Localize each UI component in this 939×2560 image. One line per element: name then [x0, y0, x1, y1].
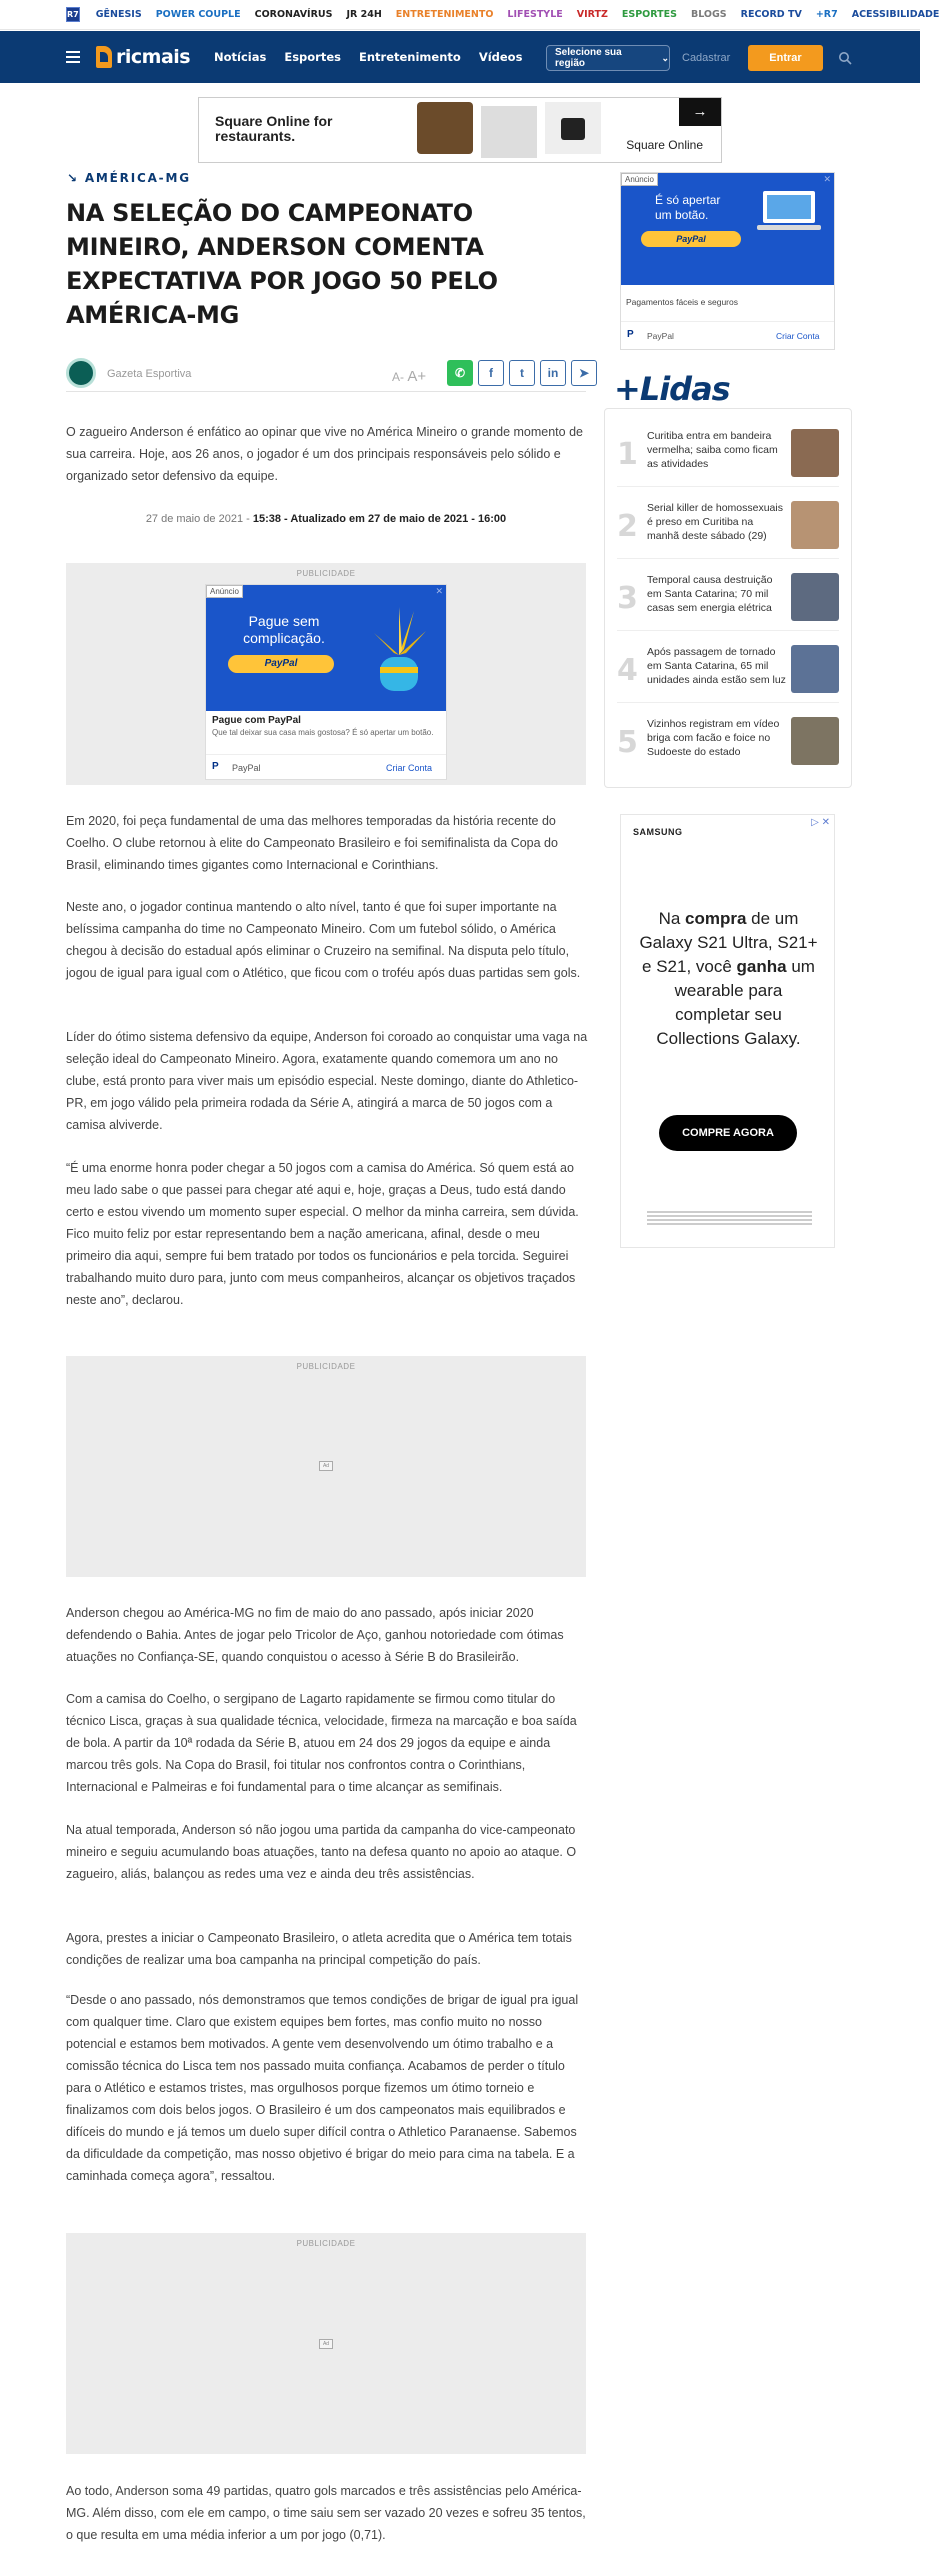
region-select-label: Selecione sua região	[555, 47, 622, 69]
r7-link-entretenimento[interactable]: ENTRETENIMENTO	[395, 9, 494, 20]
paypal-inline-button[interactable]: PayPal	[228, 655, 334, 673]
r7-link-power-couple[interactable]: POWER COUPLE	[155, 9, 241, 20]
paypal-logo-icon: P	[627, 329, 634, 340]
plus-icon: +	[614, 370, 640, 408]
most-read-headline: Vizinhos registram em vídeo briga com facão e foice no Sudoeste do estado	[647, 718, 780, 758]
samsung-logo: SAMSUNG	[633, 827, 683, 837]
r7-link-blogs[interactable]: BLOGS	[690, 9, 727, 20]
top-ad-image-terminal	[545, 102, 601, 154]
most-read-thumbnail	[791, 573, 839, 621]
article-date	[66, 513, 586, 525]
r7-link-lifestyle[interactable]: LIFESTYLE	[507, 9, 563, 20]
paypal-inline-ad[interactable]	[205, 584, 447, 780]
most-read-rank: 5	[617, 725, 638, 760]
arrow-right-icon[interactable]: →	[679, 98, 721, 126]
main-navigation	[0, 31, 920, 83]
ad-label: PUBLICIDADE	[296, 569, 356, 578]
twitter-share-icon[interactable]: t	[509, 360, 535, 386]
samsung-sidebar-ad[interactable]	[620, 814, 835, 1248]
most-read-thumbnail	[791, 429, 839, 477]
most-read-rank: 2	[617, 509, 638, 544]
plant-icon	[366, 605, 432, 697]
samsung-fine-print	[647, 1211, 812, 1231]
login-button[interactable]: Entrar	[748, 45, 823, 71]
r7-link-coronavirus[interactable]: CORONAVÍRUS	[254, 9, 333, 20]
most-read-thumbnail	[791, 501, 839, 549]
nav-item-noticias[interactable]: Notícias	[214, 50, 267, 64]
article-byline	[66, 356, 590, 392]
r7-link-jr24h[interactable]: JR 24H	[346, 9, 382, 20]
most-read-thumbnail	[791, 645, 839, 693]
ricmais-wordmark: ricmais	[116, 46, 191, 68]
article-title: NA SELEÇÃO DO CAMPEONATO MINEIRO, ANDERSON COMENTA EXPECTATIVA POR JOGO 50 PELO AMÉRICA-MG	[66, 199, 498, 329]
ad-label: PUBLICIDADE	[296, 1362, 356, 1371]
source-avatar	[66, 358, 96, 388]
most-read-title-text: Lidas	[639, 370, 730, 408]
most-read-headline: Após passagem de tornado em Santa Catarina, 65 mil unidades ainda estão sem luz	[647, 646, 786, 686]
samsung-copy-part: de um Galaxy S21 Ultra, S21+ e S21, você	[639, 909, 818, 976]
article-paragraph: Neste ano, o jogador continua mantendo o alto nível, tanto é que foi super importante na belíssima campanha do time no Campeonato Mineiro. Com um futebol sólido, o América chegou à decisão do estadual após eliminar o Cruzeiro na semifinal. Na disputa pelo título, jogou de igual para igual com o Atlético, que ficou com o troféu após duas partidas sem gols.	[66, 900, 581, 980]
most-read-item[interactable]	[617, 427, 839, 487]
date-updated: - Atualizado em 27 de maio de 2021 - 16:00	[280, 513, 507, 525]
r7-top-bar	[0, 0, 939, 30]
article-kicker[interactable]	[67, 171, 191, 185]
r7-link-acessibilidade[interactable]: ACESSIBILIDADE	[851, 9, 939, 20]
most-read-list	[604, 408, 852, 788]
linkedin-share-icon[interactable]: in	[540, 360, 566, 386]
article-paragraph: Com a camisa do Coelho, o sergipano de Lagarto rapidamente se firmou como titular do técnico Lisca, graças à sua qualidade técnica, velocidade, firmeza na marcação e boa saída de bola. A partir da 10ª rodada da Série B, atuou em 24 dos 29 jogos da equipe e ainda marcou três gols. Na Copa do Brasil, foi titular nos confrontos contra o Corinthians, Internacional e Palmeiras e foi fundamental para o time alcançar as semifinais.	[66, 1692, 577, 1794]
nav-item-entretenimento[interactable]: Entretenimento	[359, 50, 461, 64]
article-paragraph: Em 2020, foi peça fundamental de uma das melhores temporadas da história recente do Coelho. O clube retornou à elite do Campeonato Brasileiro e foi semifinalista da Copa do Brasil, eliminando times gigantes como Internacional e Corinthians.	[66, 814, 558, 872]
hamburger-icon[interactable]	[66, 51, 80, 63]
samsung-ad-copy	[635, 907, 822, 1051]
r7-link-plus-r7[interactable]: +R7	[815, 9, 838, 20]
paypal-sidebar-headline: É só apertar um botão.	[655, 193, 721, 222]
nav-item-videos[interactable]: Vídeos	[478, 50, 523, 64]
r7-link-virtz[interactable]: VIRTZ	[576, 9, 608, 20]
article-category: AMÉRICA-MG	[84, 171, 191, 185]
paypal-logo-icon: P	[212, 761, 219, 772]
close-icon[interactable]: ✕	[435, 586, 443, 596]
ad-placeholder-icon: Ad	[319, 1461, 333, 1471]
article-paragraph: Líder do ótimo sistema defensivo da equipe, Anderson foi coroado ao conquistar uma vaga na seleção ideal do Campeonato Mineiro. Agora, exatamente quando comemora um ano no clube, está pronto para viver mais um episódio especial. Neste domingo, diante do Athletico-PR, em jogo válido pela primeira rodada da Série A, atingirá a marca de 50 jogos com a camisa alviverde.	[66, 1030, 588, 1132]
ricmais-logo[interactable]	[96, 46, 190, 68]
whatsapp-share-icon[interactable]: ✆	[447, 360, 473, 386]
r7-link-record-tv[interactable]: RECORD TV	[740, 9, 802, 20]
most-read-headline: Serial killer de homossexuais é preso em Curitiba na manhã deste sábado (29)	[647, 502, 783, 542]
facebook-share-icon[interactable]: f	[478, 360, 504, 386]
date-time: 15:38	[252, 513, 281, 525]
paypal-sidebar-brand: PayPal	[647, 331, 674, 341]
telegram-share-icon[interactable]: ➤	[571, 360, 597, 386]
register-link[interactable]: Cadastrar	[682, 52, 731, 64]
most-read-rank: 1	[617, 437, 638, 472]
most-read-rank: 3	[617, 581, 638, 616]
search-icon[interactable]	[838, 51, 852, 65]
arrow-down-right-icon: ↘	[67, 171, 85, 185]
date-published: 27 de maio de 2021 -	[145, 513, 253, 525]
ad-label: PUBLICIDADE	[296, 2239, 356, 2248]
r7-link-esportes[interactable]: ESPORTES	[621, 9, 677, 20]
inline-ad-3	[66, 2233, 586, 2454]
nav-item-esportes[interactable]: Esportes	[284, 50, 341, 64]
paypal-inline-title: Pague com PayPal	[212, 715, 301, 726]
most-read-headline: Temporal causa destruição em Santa Catarina; 70 mil casas sem energia elétrica	[647, 574, 773, 614]
paypal-sidebar-ad[interactable]	[620, 172, 835, 350]
inline-ad-2	[66, 1356, 586, 1577]
most-read-rank: 4	[617, 653, 638, 688]
close-icon[interactable]: ▷ ✕	[811, 817, 830, 828]
article-paragraph: Ao todo, Anderson soma 49 partidas, quatro gols marcados e três assistências pelo América-MG. Além disso, com ele em campo, o time saiu sem ser vazado 20 vezes e sofreu 35 tentos, o que resulta em uma média inferior a um por jogo (0,71).	[66, 2484, 586, 2542]
most-read-item[interactable]	[617, 643, 839, 703]
close-icon[interactable]: ✕	[823, 174, 831, 184]
most-read-title	[614, 370, 730, 408]
samsung-buy-button[interactable]: COMPRE AGORA	[659, 1115, 797, 1151]
paypal-inline-cta[interactable]: Criar Conta	[386, 763, 433, 773]
most-read-headline: Curitiba entra em bandeira vermelha; saiba como ficam as atividades	[647, 430, 778, 470]
paypal-inline-brand: PayPal	[232, 763, 261, 773]
article-paragraph: “Desde o ano passado, nós demonstramos que temos condições de brigar de igual pra igual com qualquer time. Claro que existem equipes bem fortes, mas confio muito no nosso potencial e estamos bem motivados. A gente vem desenvolvendo um ótimo trabalho e a comissão técnica do Lisca tem nos passado muita confiança. Acabamos de perder o título para o Atlético e estamos tristes, mas orgulhosos porque fizemos um ótimo torneio e finalizamos com dois belos jogos. O Brasileiro é um dos campeonatos mais equilibrados e difíceis do mundo e já temos um duelo super difícil contra o Athletico Paranaense. Sabemos da dificuldade da competição, mas nosso objetivo é brigar do meio para cima na tabela. E a caminhada começa agora”, ressaltou.	[66, 1993, 579, 2183]
nav-menu	[214, 50, 540, 64]
chevron-down-icon: ⌄	[661, 52, 669, 63]
region-select[interactable]	[546, 45, 670, 71]
top-ad-brand: Square Online	[626, 138, 703, 152]
article-source: Gazeta Esportiva	[107, 368, 192, 380]
r7-logo[interactable]: R7	[66, 7, 80, 22]
ad-placeholder-icon: Ad	[319, 2339, 333, 2349]
inline-ad-1	[66, 563, 586, 785]
most-read-item[interactable]	[617, 499, 839, 559]
article-paragraph: Agora, prestes a iniciar o Campeonato Brasileiro, o atleta acredita que o América tem totais condições de realizar uma boa campanha na principal competição do país.	[66, 1931, 572, 1967]
divider	[621, 321, 834, 322]
font-increase-button[interactable]: A+	[407, 368, 427, 385]
paypal-inline-desc: Que tal deixar sua casa mais gostosa? É só apertar um botão.	[212, 728, 434, 737]
most-read-item[interactable]	[617, 715, 839, 775]
laptop-icon	[757, 189, 821, 237]
font-size-controls	[392, 368, 426, 385]
ricmais-mark-icon	[96, 46, 112, 68]
paypal-sidebar-button[interactable]: PayPal	[641, 231, 741, 247]
top-ad-image-phone	[481, 106, 537, 158]
most-read-item[interactable]	[617, 571, 839, 631]
top-banner-ad[interactable]	[198, 97, 722, 163]
anuncio-label: Anúncio	[206, 585, 243, 598]
r7-link-genesis[interactable]: GÊNESIS	[95, 9, 142, 20]
samsung-copy-emphasis: compra	[685, 909, 747, 928]
divider	[206, 754, 446, 755]
top-ad-image-food	[417, 102, 473, 154]
most-read-thumbnail	[791, 717, 839, 765]
anuncio-label: Anúncio	[621, 173, 658, 186]
samsung-copy-part: Na	[658, 909, 686, 928]
samsung-copy-part: um wearable para completar seu Collections Galaxy.	[656, 957, 815, 1048]
top-ad-headline: Square Online for restaurants.	[215, 113, 333, 144]
font-decrease-button[interactable]: A-	[392, 370, 404, 384]
paypal-sidebar-title: Pagamentos fáceis e seguros	[626, 297, 738, 307]
samsung-copy-emphasis: ganha	[736, 957, 787, 976]
article-paragraph: Anderson chegou ao América-MG no fim de maio do ano passado, após iniciar 2020 defendendo o Bahia. Antes de jogar pelo Tricolor de Aço, ganhou notoriedade com ótimas atuações no Confiança-SE, quando conquistou o acesso à Série B do Brasileirão.	[66, 1606, 564, 1664]
article-lead: O zagueiro Anderson é enfático ao opinar que vive no América Mineiro o grande momento de sua carreira. Hoje, aos 26 anos, o jogador é um dos principais responsáveis pelo sólido e organizado setor defensivo da equipe.	[66, 425, 583, 483]
article-paragraph: “É uma enorme honra poder chegar a 50 jogos com a camisa do América. Só quem está ao meu lado sabe o que passei para chegar até aqui e, hoje, graças a Deus, tudo está dando certo e estou vivendo um momento super especial. O melhor da minha carreira, sem dúvida. Fico muito feliz por estar representando bem a nação americana, afinal, desde o meu primeiro dia aqui, sempre fui bem tratado por todos os funcionários e pela torcida. Seguirei trabalhando muito duro para, junto com meus companheiros, alcançar os objetivos traçados neste ano”, declarou.	[66, 1161, 579, 1307]
paypal-sidebar-cta[interactable]: Criar Conta	[776, 331, 820, 341]
paypal-inline-headline: Pague sem complicação.	[243, 613, 325, 646]
share-buttons	[442, 360, 597, 386]
article-paragraph: Na atual temporada, Anderson só não jogou uma partida da campanha do vice-campeonato mineiro e seguiu acumulando boas atuações, tanto na defesa quanto no apoio ao ataque. O zagueiro, aliás, balançou as redes uma vez e ainda deu três assistências.	[66, 1823, 577, 1881]
